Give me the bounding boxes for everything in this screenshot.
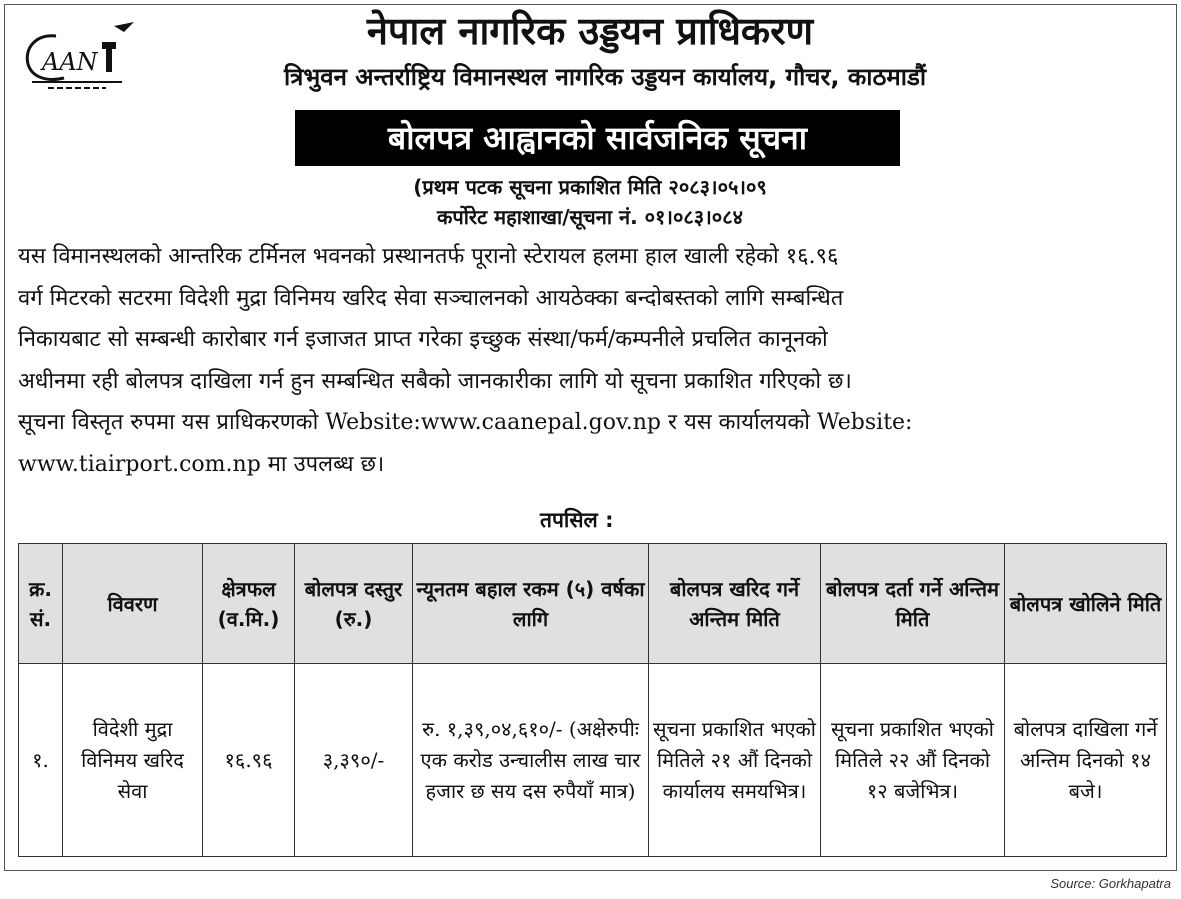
header-area: क्षेत्रफल (व.मि.) <box>203 544 295 664</box>
notice-reference-line: कर्पोरेट महाशाखा/सूचना नं. ०१।०८३।०८४ <box>437 205 743 229</box>
header-description: विवरण <box>63 544 203 664</box>
body-line: www.tiairport.com.np मा उपलब्ध छ। <box>18 451 385 477</box>
source-credit: Source: Gorkhapatra <box>1050 876 1171 891</box>
publication-date-line: (प्रथम पटक सूचना प्रकाशित मिति २०८३।०५।०९ <box>413 175 767 199</box>
header-opening-date: बोलपत्र खोलिने मिति <box>1005 544 1167 664</box>
body-line: यस विमानस्थलको आन्तरिक टर्मिनल भवनको प्रस्थानतर्फ पूरानो स्टेरायल हलमा हाल खाली रहेको १६.९६ <box>18 244 839 269</box>
cell-submission-deadline: सूचना प्रकाशित भएको मितिले २२ औं दिनको १२ बजेभित्र। <box>821 664 1005 857</box>
header-purchase-deadline: बोलपत्र खरिद गर्ने अन्तिम मिति <box>649 544 821 664</box>
cell-purchase-deadline: सूचना प्रकाशित भएको मितिले २१ औं दिनको कार्यालय समयभित्र। <box>649 664 821 857</box>
header-min-rent: न्यूनतम बहाल रकम (५) वर्षका लागि <box>413 544 649 664</box>
cell-opening-date: बोलपत्र दाखिला गर्ने अन्तिम दिनको १४ बजे। <box>1005 664 1167 857</box>
schedule-label: तपसिल : <box>540 508 614 532</box>
notice-body <box>18 236 1166 485</box>
body-line: निकायबाट सो सम्बन्धी कारोबार गर्न इजाजत प्राप्त गरेका इच्छुक संस्था/फर्म/कम्पनीले प्रचलित कानूनको <box>18 327 828 352</box>
cell-serial: १. <box>19 664 63 857</box>
caan-logo-icon <box>18 18 138 98</box>
org-title: नेपाल नागरिक उड्डयन प्राधिकरण <box>366 9 814 53</box>
org-subtitle: त्रिभुवन अन्तर्राष्ट्रिय विमानस्थल नागरिक उड्डयन कार्यालय, गौचर, काठमाडौं <box>283 63 927 91</box>
table-row <box>19 664 1167 857</box>
header-submission-deadline: बोलपत्र दर्ता गर्ने अन्तिम मिति <box>821 544 1005 664</box>
cell-min-rent: रु. १,३९,०४,६१०/- (अक्षेरुपीः एक करोड उन्चालीस लाख चार हजार छ सय दस रुपैयाँ मात्र) <box>413 664 649 857</box>
schedule-table <box>18 543 1167 857</box>
notice-title: बोलपत्र आह्वानको सार्वजनिक सूचना <box>295 110 900 166</box>
header-bid-fee: बोलपत्र दस्तुर (रु.) <box>295 544 413 664</box>
body-line: सूचना विस्तृत रुपमा यस प्राधिकरणको Website:www.caanepal.gov.np र यस कार्यालयको Website: <box>18 410 913 435</box>
header-serial: क्र. सं. <box>19 544 63 664</box>
body-line: अधीनमा रही बोलपत्र दाखिला गर्न हुन सम्बन्धित सबैको जानकारीका लागि यो सूचना प्रकाशित गरिएको छ। <box>18 368 852 394</box>
svg-text:AAN: AAN <box>42 48 98 76</box>
cell-description: विदेशी मुद्रा विनिमय खरिद सेवा <box>63 664 203 857</box>
cell-bid-fee: ३,३९०/- <box>295 664 413 857</box>
body-line: वर्ग मिटरको सटरमा विदेशी मुद्रा विनिमय खरिद सेवा सञ्चालनको आयठेक्का बन्दोबस्तको लागि सम्बन्धित <box>18 285 844 311</box>
table-header-row <box>19 544 1167 664</box>
cell-area: १६.९६ <box>203 664 295 857</box>
